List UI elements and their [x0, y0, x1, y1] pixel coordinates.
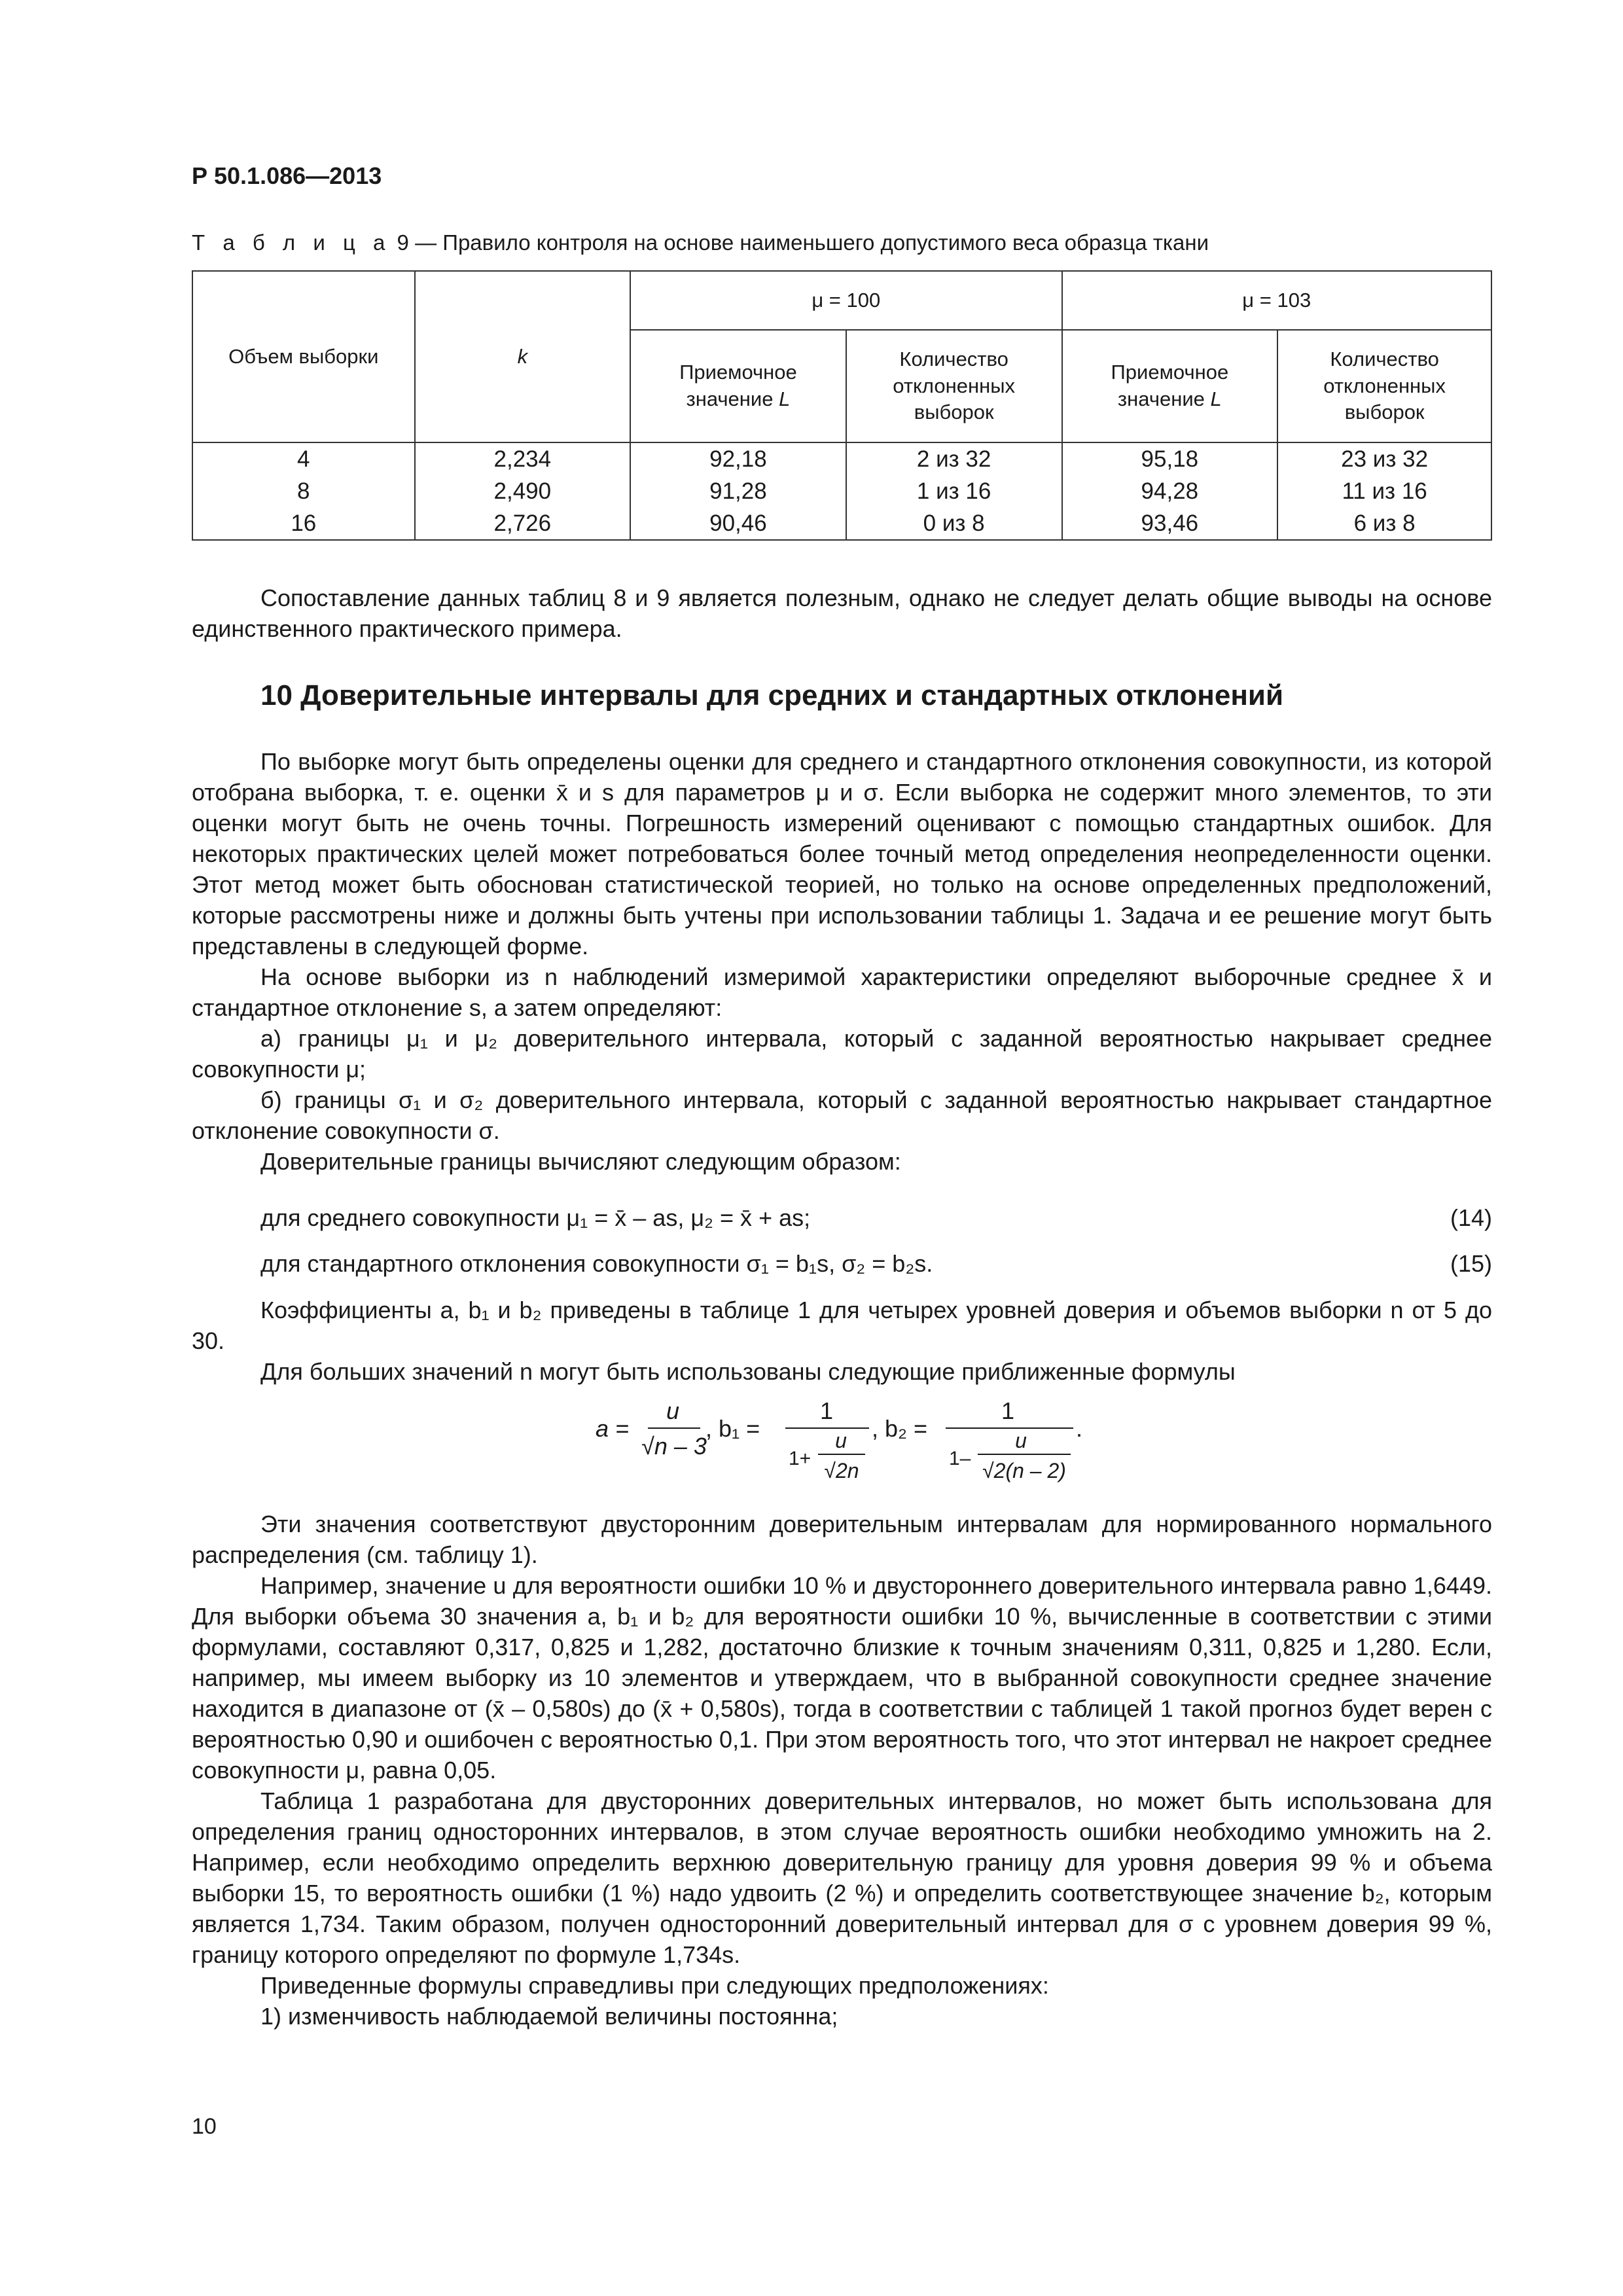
header-rejected-103: Количество отклоненных выборок: [1277, 330, 1491, 442]
formula-14: [260, 1204, 1492, 1232]
paragraph-2: На основе выборки из n наблюдений измеримой характеристики определяют выборочные среднее x̄ и стандартное отклонение s, а затем определяют:: [192, 963, 1492, 1021]
paragraph-3: Доверительные границы вычисляют следующим образом:: [260, 1148, 901, 1175]
formula-b1-lhs: , b₁ =: [705, 1415, 760, 1442]
header-mu-100: μ = 100: [630, 271, 1061, 330]
formula-15-number: (15): [1450, 1250, 1492, 1277]
table-caption: [192, 230, 1209, 255]
document-code: Р 50.1.086—2013: [192, 162, 382, 189]
formula-14-number: (14): [1450, 1204, 1492, 1231]
col-acceptance-103: 95,18 94,28 93,46: [1062, 442, 1278, 540]
formula-b1-den-prefix: 1+: [789, 1448, 812, 1469]
paragraph-8: Таблица 1 разработана для двусторонних доверительных интервалов, но может быть использована для определения границ односторонних интервалов, в этом случае вероятность ошибки необходимо умножить на 2. Например, если необходимо определить верхнюю доверительную границу для уровня доверия 99 % и объема выборки 15, то вероятность ошибки (1 %) надо удвоить (2 %) и определить соответствующее значение b₂, которым является 1,734. Таким образом, получен односторонний доверительный интервал для σ с уровнем доверия 99 %, границу которого определяют по формуле 1,734s.: [192, 1787, 1492, 1968]
formula-a-numerator: u: [666, 1397, 680, 1424]
formula-end: .: [1076, 1415, 1083, 1442]
formula-b2-numerator: 1: [1001, 1397, 1015, 1424]
formula-b1-den-denominator: √2n: [824, 1459, 859, 1482]
approx-formula: [589, 1394, 1113, 1505]
section-10-body: [192, 746, 1492, 1177]
section-10-title: 10 Доверительные интервалы для средних и стандартных отклонений: [260, 679, 1284, 711]
table-caption-text: 9 — Правило контроля на основе наименьшего допустимого веса образца ткани: [391, 230, 1209, 255]
paragraph-1: По выборке могут быть определены оценки для среднего и стандартного отклонения совокупности, из которой отобрана выборка, т. е. оценки x̄ и s для параметров μ и σ. Если выборка не содержит много элементов, то эти оценки могут быть не очень точны. Погрешность измерений оценивают с помощью стандартных ошибок. Для некоторых практических целей может потребоваться более точный метод определения неопределенности оценки. Этот метод может быть обоснован статистической теорией, но только на основе определенных предположений, которые рассмотрены ниже и должны быть учтены при использовании таблицы 1. Задача и ее решение могут быть представлены в следующей форме.: [192, 748, 1492, 960]
paragraph-4: Коэффициенты a, b₁ и b₂ приведены в таблице 1 для четырех уровней доверия и объемов выборки n от 5 до 30.: [192, 1297, 1492, 1354]
formula-15-text: для стандартного отклонения совокупности σ₁ = b₁s, σ₂ = b₂s.: [260, 1250, 933, 1277]
coefficients-text: [192, 1295, 1492, 1387]
header-acceptance-value-103: Приемочное значение L: [1062, 330, 1278, 442]
col-rejected-103: 23 из 32 11 из 16 6 из 8: [1277, 442, 1491, 540]
formula-a-lhs: a =: [596, 1415, 630, 1442]
paragraph-7: Например, значение u для вероятности ошибки 10 % и двустороннего доверительного интервала равно 1,6449. Для выборки объема 30 значения a, b₁ и b₂ для вероятности ошибки 10 %, вычисленные в соответствии с этими формулами, составляют 0,317, 0,825 и 1,282, достаточно близкие к точным значениям 0,311, 0,825 и 1,280. Если, например, мы имеем выборку из 10 элементов и утверждаем, что в выбранной совокупности среднее значение находится в диапазоне от (x̄ – 0,580s) до (x̄ + 0,580s), тогда в соответствии с таблицей 1 такой прогноз будет верен с вероятностью 0,90 и ошибочен с вероятностью 0,1. При этом вероятность того, что этот интервал не накроет среднее совокупности μ, равна 0,05.: [192, 1572, 1492, 1784]
list-item-b: б) границы σ₁ и σ₂ доверительного интервала, который с заданной вероятностью накрывает стандартное отклонение совокупности σ.: [192, 1086, 1492, 1144]
formula-15: [260, 1250, 1492, 1278]
col-sample-size: 4 8 16: [192, 442, 415, 540]
table-caption-label: Т а б л и ц а: [192, 230, 391, 255]
col-rejected-100: 2 из 32 1 из 16 0 из 8: [846, 442, 1062, 540]
header-k: k: [415, 271, 631, 442]
formula-b2-den-denominator: √2(n – 2): [982, 1459, 1066, 1482]
list-item-1: 1) изменчивость наблюдаемой величины постоянна;: [260, 2003, 838, 2030]
formula-b2-lhs: , b₂ =: [872, 1415, 928, 1442]
header-acceptance-value-100: Приемочное значение L: [630, 330, 846, 442]
header-rejected-100: Количество отклоненных выборок: [846, 330, 1062, 442]
page-number: 10: [192, 2114, 217, 2139]
table-9: [192, 270, 1492, 541]
header-sample-size: Объем выборки: [192, 271, 415, 442]
paragraph-5: Для больших значений n могут быть использованы следующие приближенные формулы: [260, 1358, 1236, 1385]
formula-a-denominator: √n – 3: [641, 1433, 707, 1460]
examples-text: [192, 1509, 1492, 2032]
formula-b1-numerator: 1: [819, 1397, 834, 1424]
paragraph-9: Приведенные формулы справедливы при следующих предположениях:: [260, 1972, 1049, 1999]
col-k: 2,234 2,490 2,726: [415, 442, 631, 540]
header-mu-103: μ = 103: [1062, 271, 1492, 330]
formula-14-text: для среднего совокупности μ₁ = x̄ – as, μ₂ = x̄ + as;: [260, 1204, 811, 1231]
formula-b2-den-numerator: u: [1015, 1429, 1027, 1452]
formula-b1-den-numerator: u: [835, 1429, 847, 1452]
col-acceptance-100: 92,18 91,28 90,46: [630, 442, 846, 540]
list-item-a: а) границы μ₁ и μ₂ доверительного интервала, который с заданной вероятностью накрывает среднее совокупности μ;: [192, 1025, 1492, 1083]
paragraph-compare: Сопоставление данных таблиц 8 и 9 является полезным, однако не следует делать общие выводы на основе единственного практического примера.: [192, 584, 1492, 642]
formula-b2-den-prefix: 1–: [949, 1448, 971, 1469]
paragraph-6: Эти значения соответствуют двусторонним доверительным интервалам для нормированного нормального распределения (см. таблицу 1).: [192, 1511, 1492, 1568]
